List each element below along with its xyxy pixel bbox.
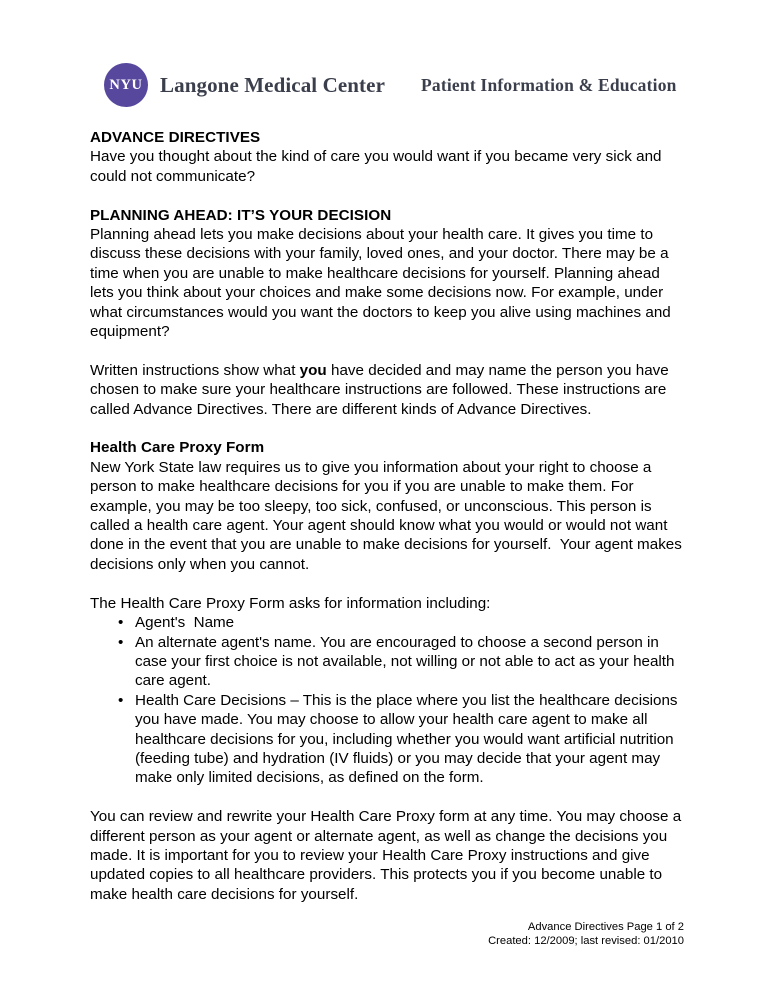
list-item: • An alternate agent's name. You are encouraged to choose a second person in case your first choice is not available, not willing or not able to act as your health care agent.: [118, 633, 684, 691]
proxy-form-bullet-list: [90, 613, 684, 788]
paragraph-spacer: [90, 574, 684, 593]
paragraph-spacer: [90, 788, 684, 807]
written-instructions-part1: Written instructions show what: [90, 361, 300, 379]
intro-paragraph: Have you thought about the kind of care you would want if you became very sick and could not communicate?: [90, 148, 666, 185]
page-footer: [90, 920, 684, 948]
list-item: • Health Care Decisions – This is the place where you list the healthcare decisions you have made. You may choose to allow your health care agent to make all healthcare decisions for you, including whether you would want artificial nutrition (feeding tube) and hydration (IV fluids) or you may decide that your agent may make only limited decisions, as defined on the form.: [118, 691, 684, 788]
nyu-logo-text: NYU: [109, 76, 143, 93]
page-header: [104, 62, 684, 108]
planning-ahead-paragraph: Planning ahead lets you make decisions about your health care. It gives you time to discuss these decisions with your family, loved ones, and your doctor. There may be a time when you are unable to make healthcare decisions for yourself. Planning ahead lets you think about your choices and make some decisions now. For example, under what circumstances would you want the doctors to keep you alive using machines and equipment?: [90, 226, 676, 341]
brand-name: Langone Medical Center: [160, 72, 385, 97]
header-tagline: Patient Information & Education: [421, 74, 677, 95]
document-content: [90, 128, 687, 904]
written-instructions-part2: have decided and may name the person you have chosen to make sure your healthcare instructions are followed. These instructions are called Advance Directives. There are different kinds of Advance Directives.: [90, 361, 674, 418]
footer-revision-info: Created: 12/2009; last revised: 01/2010: [488, 935, 684, 947]
closing-paragraph: You can review and rewrite your Health Care Proxy form at any time. You may choose a different person as your agent or alternate agent, as well as change the decisions you made. It is important for you to review your Health Care Proxy instructions and give updated copies to all healthcare providers. This protects you if you become unable to make health care decisions for yourself.: [90, 808, 686, 903]
paragraph-spacer: [90, 186, 684, 205]
emphasis-you: you: [299, 361, 327, 379]
section-heading-planning-ahead: PLANNING AHEAD: IT’S YOUR DECISION: [90, 206, 392, 224]
footer-page-number: Advance Directives Page 1 of 2: [527, 921, 684, 933]
list-item: • Agent's Name: [118, 613, 684, 632]
proxy-form-list-intro: The Health Care Proxy Form asks for information including:: [90, 594, 491, 612]
page-title: ADVANCE DIRECTIVES: [90, 129, 261, 146]
proxy-form-paragraph: New York State law requires us to give you information about your right to choose a person to make healthcare decisions for you if you are unable to make them. For example, you may be too sleepy, too sick, confused, or unconscious. This person is called a health care agent. Your agent should know what you would or would not want done in the event that you are unable to make decisions for yourself. Your agent makes decisions only when you cannot.: [90, 458, 687, 573]
written-instructions-paragraph: [90, 361, 684, 419]
section-heading-health-care-proxy-form: Health Care Proxy Form: [90, 439, 265, 457]
paragraph-spacer: [90, 419, 684, 438]
paragraph-spacer: [90, 341, 684, 360]
nyu-logo-icon: [104, 63, 148, 107]
